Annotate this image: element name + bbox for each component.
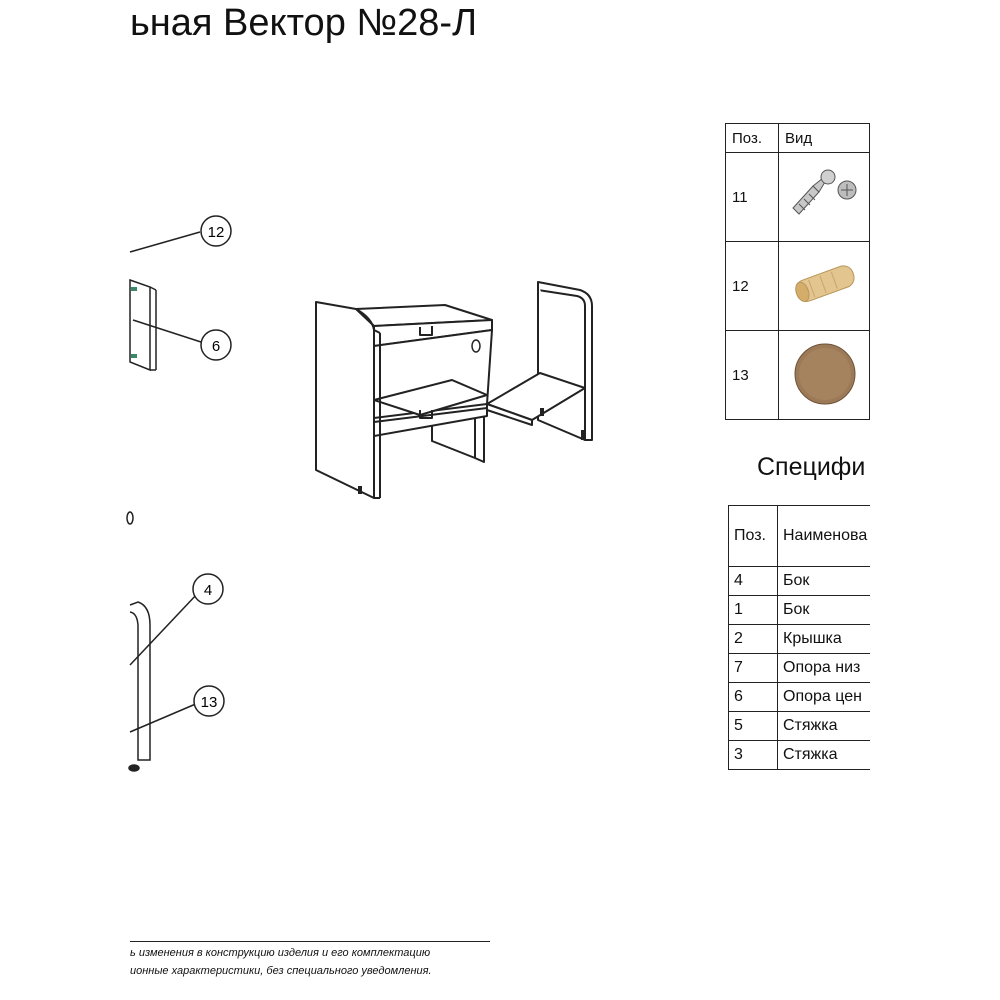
page-title: ьная Вектор №28-Л [130,2,478,44]
callout-6 [201,330,231,360]
column-header: Поз. [729,506,778,567]
part-name: Бок [778,567,919,596]
position-number: 3 [729,741,778,770]
position-number: 13 [726,331,779,420]
part-name: Опора цен [778,683,919,712]
part-name: Бок [778,596,919,625]
column-header: Вид [779,124,870,153]
wooden-dowel-icon [779,242,870,331]
callout-12 [201,216,231,246]
position-number: 12 [726,242,779,331]
svg-text:4: 4 [203,582,213,599]
column-header: Поз. [726,124,779,153]
part-name: Стяжка [778,741,919,770]
assembled-furniture [316,282,592,498]
svg-text:12: 12 [207,224,225,241]
felt-pad-icon [779,331,870,420]
svg-text:13: 13 [200,694,218,711]
confirmat-screw-icon [779,153,870,242]
table-row [726,331,883,420]
position-number: 7 [729,654,778,683]
position-number: 6 [729,683,778,712]
specification-title: Специфи [757,453,866,481]
table-row [726,242,883,331]
position-number: 2 [729,625,778,654]
svg-text:6: 6 [211,338,221,355]
footnote-divider [130,941,490,942]
callout-13 [194,686,224,716]
position-number: 1 [729,596,778,625]
exploded-view-fragment [127,232,201,771]
part-name: Стяжка [778,712,919,741]
part-name: Опора низ [778,654,919,683]
position-number: 5 [729,712,778,741]
column-header: Наименова [778,506,919,567]
table-row [726,153,883,242]
footnote-line-1: ь изменения в конструкцию изделия и его комплектацию [130,947,431,959]
fittings-table [725,123,882,420]
callout-4 [193,574,223,604]
footnote-line-2: ионные характеристики, без специального уведомления. [130,965,432,977]
table-header-row [726,124,883,153]
part-name: Крышка [778,625,919,654]
position-number: 4 [729,567,778,596]
position-number: 11 [726,153,779,242]
right-margin [870,0,1000,1000]
